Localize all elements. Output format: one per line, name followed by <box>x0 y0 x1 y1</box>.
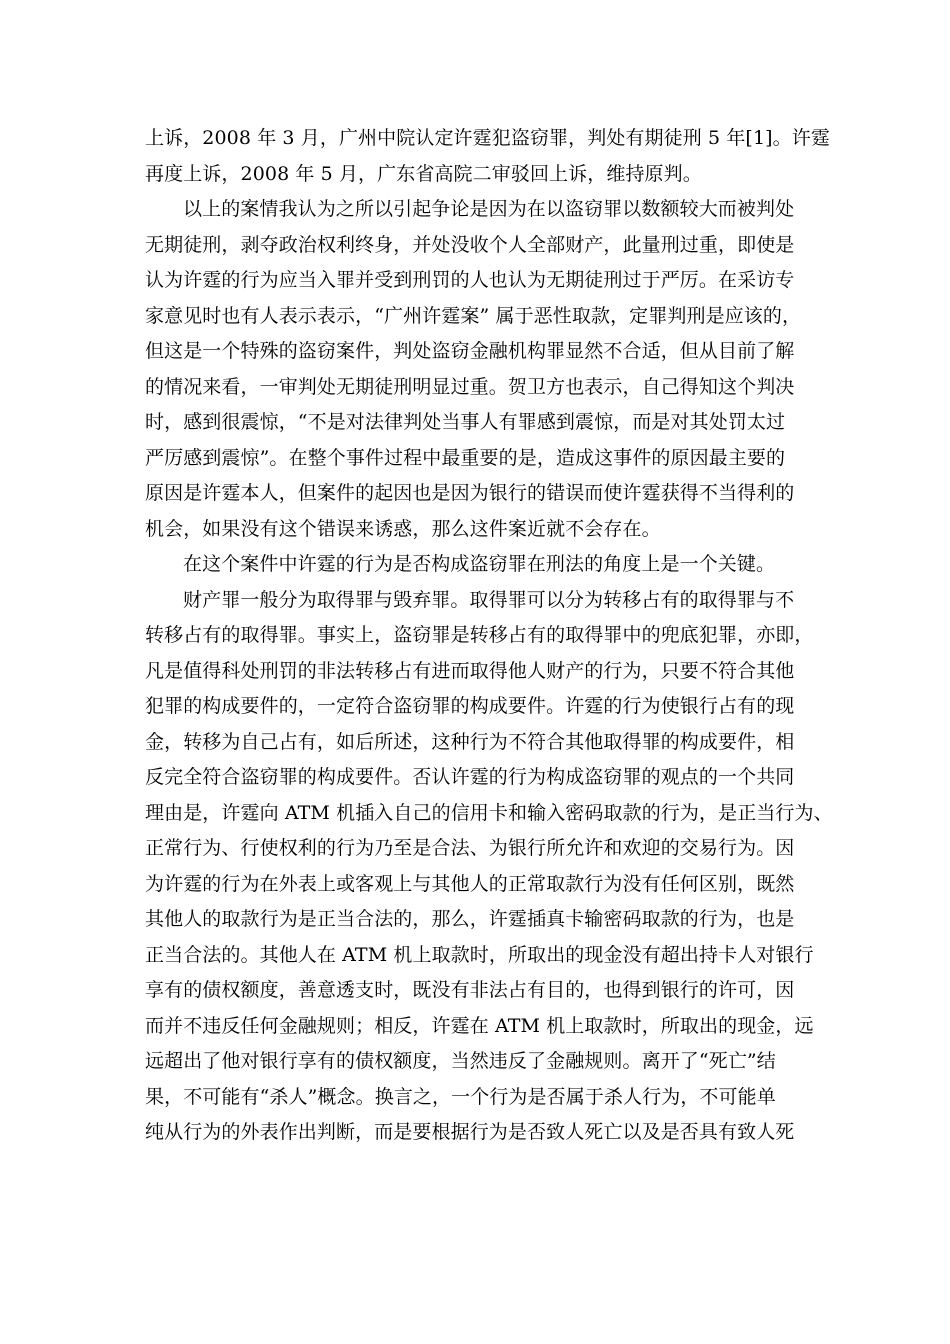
text-line: 凡是值得科处刑罚的非法转移占有进而取得他人财产的行为，只要不符合其他 <box>145 659 795 682</box>
text-line: 远超出了他对银行享有的债权额度，当然违反了金融规则。离开了“死亡”结 <box>145 1050 776 1072</box>
text-line: 纯从行为的外表作出判断，而是要根据行为是否致人死亡以及是否具有致人死 <box>145 1121 795 1143</box>
text-line: 而并不违反任何金融规则；相反，许霆在 ATM 机上取款时，所取出的现金，远 <box>145 1014 814 1037</box>
text-line: 上诉，2008 年 3 月，广州中院认定许霆犯盗窃罪，判处有期徒刑 5 年[1]。许霆 <box>145 127 830 149</box>
text-line: 其他人的取款行为是正当合法的，那么，许霆插真卡输密码取款的行为，也是 <box>145 908 795 930</box>
text-line: 再度上诉，2008 年 5 月，广东省高院二审驳回上诉，维持原判。 <box>145 162 702 185</box>
text-line: 享有的债权额度，善意透支时，既没有非法占有目的，也得到银行的许可，因 <box>145 979 795 1001</box>
text-line: 转移占有的取得罪。事实上，盗窃罪是转移占有的取得罪中的兜底犯罪，亦即， <box>145 624 814 646</box>
text-line: 认为许霆的行为应当入罪并受到刑罚的人也认为无期徒刑过于严厉。在采访专 <box>145 269 795 291</box>
text-line: 财产罪一般分为取得罪与毁弃罪。取得罪可以分为转移占有的取得罪与不 <box>183 588 795 611</box>
text-line: 正常行为、行使权利的行为乃至是合法、为银行所允许和欢迎的交易行为。因 <box>145 837 795 859</box>
text-line: 以上的案情我认为之所以引起争论是因为在以盗窃罪以数额较大而被判处 <box>183 198 795 220</box>
text-line: 理由是，许霆向 ATM 机插入自己的信用卡和输入密码取款的行为，是正当行为、 <box>145 801 833 824</box>
text-line: 无期徒刑，剥夺政治权利终身，并处没收个人全部财产，此量刑过重，即使是 <box>145 233 795 256</box>
text-line: 家意见时也有人表示表示，“广州许霆案” 属于恶性取款，定罪判刑是应该的， <box>145 304 802 327</box>
text-line: 严厉感到震惊”。在整个事件过程中最重要的是，造成这事件的原因最主要的 <box>145 446 786 469</box>
text-line: 的情况来看，一审判处无期徒刑明显过重。贺卫方也表示，自己得知这个判决 <box>145 375 795 398</box>
text-line: 犯罪的构成要件的，一定符合盗窃罪的构成要件。许霆的行为使银行占有的现 <box>145 695 795 717</box>
text-line: 金，转移为自己占有，如后所述，这种行为不符合其他取得罪的构成要件，相 <box>145 730 795 753</box>
text-line: 原因是许霆本人，但案件的起因也是因为银行的错误而使许霆获得不当得利的 <box>145 482 795 504</box>
text-line: 时，感到很震惊，“不是对法律判处当事人有罪感到震惊，而是对其处罚太过 <box>145 411 786 433</box>
text-line: 在这个案件中许霆的行为是否构成盗窃罪在刑法的角度上是一个关键。 <box>183 553 776 575</box>
text-line: 但这是一个特殊的盗窃案件，判处盗窃金融机构罪显然不合适，但从目前了解 <box>145 340 795 362</box>
text-line: 正当合法的。其他人在 ATM 机上取款时，所取出的现金没有超出持卡人对银行 <box>145 943 814 966</box>
text-line: 为许霆的行为在外表上或客观上与其他人的正常取款行为没有任何区别，既然 <box>145 872 795 895</box>
text-line: 果，不可能有“杀人”概念。换言之，一个行为是否属于杀人行为，不可能单 <box>145 1085 776 1108</box>
text-line: 反完全符合盗窃罪的构成要件。否认许霆的行为构成盗窃罪的观点的一个共同 <box>145 766 795 788</box>
document-body <box>145 121 833 1151</box>
text-line: 机会，如果没有这个错误来诱惑，那么这件案近就不会存在。 <box>145 517 661 540</box>
